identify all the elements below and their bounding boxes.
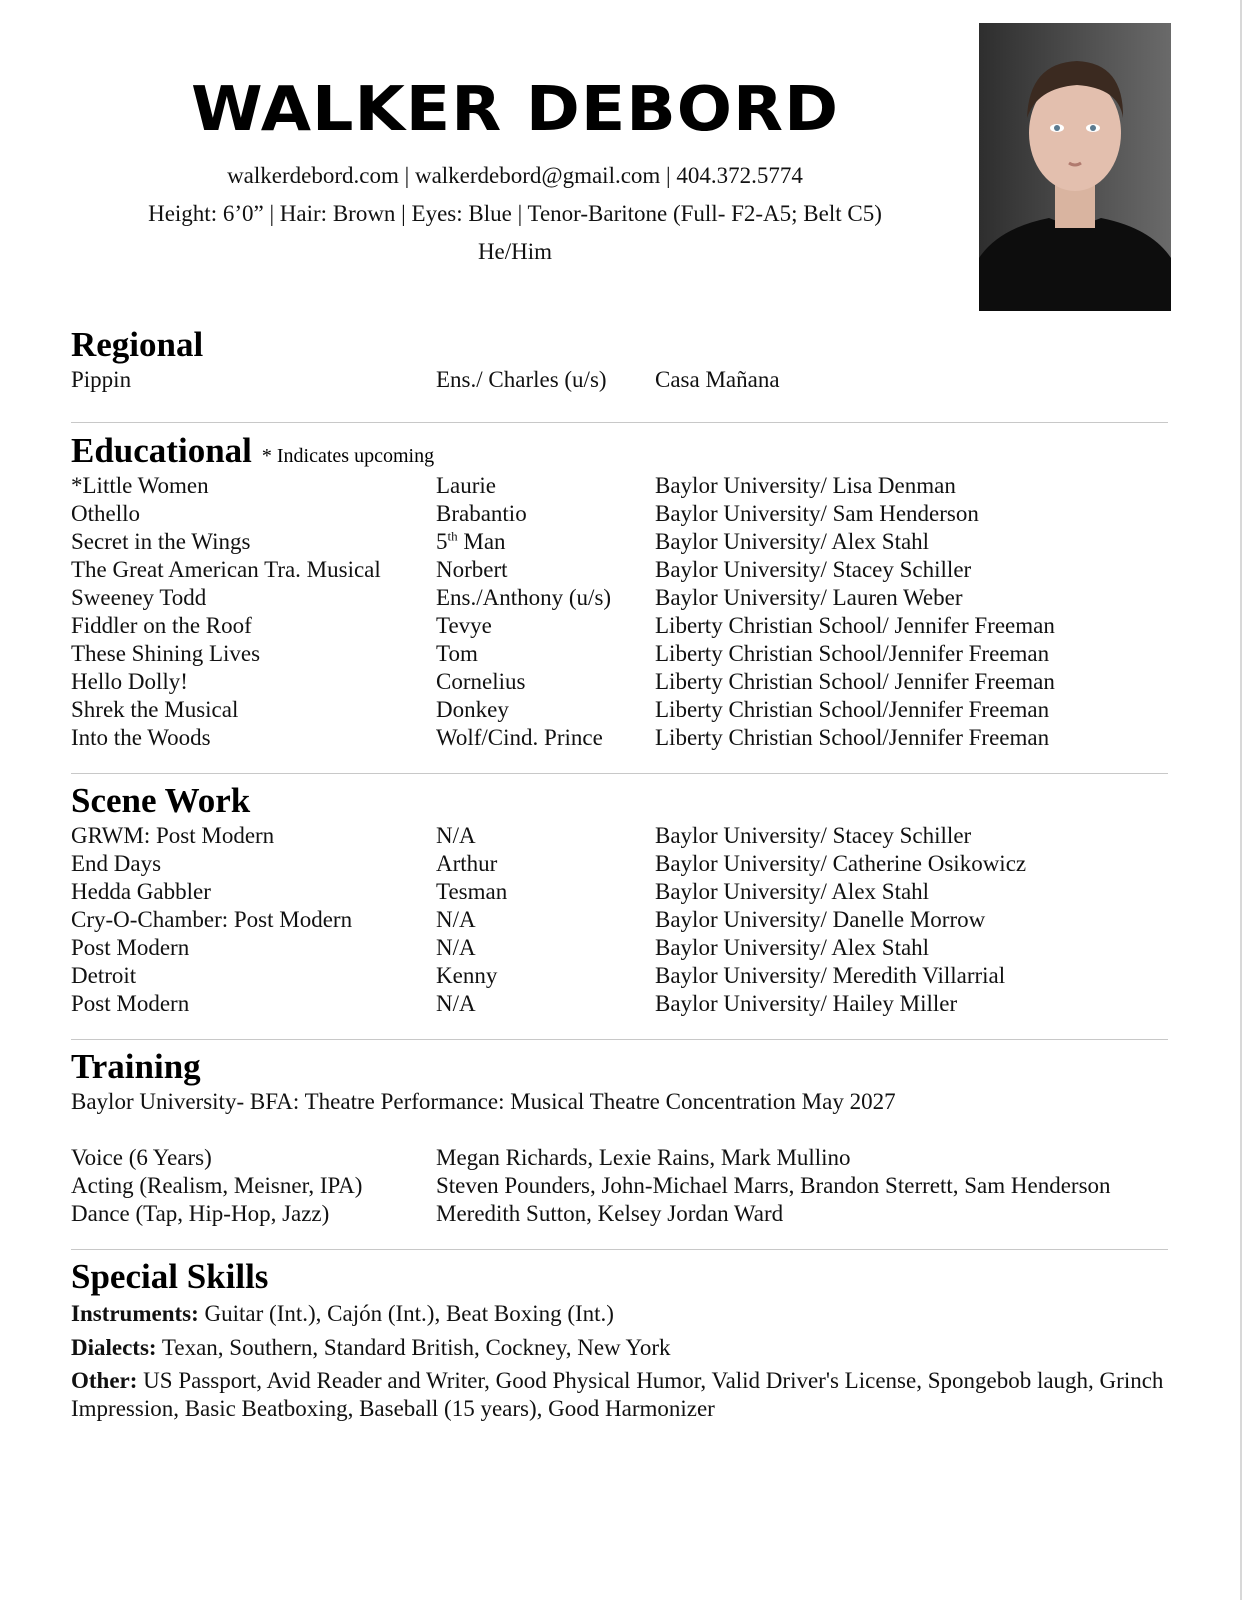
venue-director: Liberty Christian School/Jennifer Freeman <box>655 697 1050 722</box>
role: Brabantio <box>436 501 527 526</box>
venue-director: Liberty Christian School/Jennifer Freeman <box>655 725 1050 750</box>
table-row <box>71 1172 1171 1200</box>
table-row <box>71 1144 1171 1172</box>
degree-line: Baylor University- BFA: Theatre Performance: Musical Theatre Concentration May 2027 <box>71 1089 896 1114</box>
role: N/A <box>436 991 476 1016</box>
role: Cornelius <box>436 669 526 694</box>
name-heading: WALKER DEBORD <box>190 73 840 146</box>
pronouns: He/Him <box>477 239 553 264</box>
role-ordinal-suffix: th <box>447 528 458 544</box>
section-divider <box>71 773 1168 774</box>
venue-director: Casa Mañana <box>655 367 780 392</box>
table-row <box>71 612 1171 640</box>
stats-line: Height: 6’0” | Hair: Brown | Eyes: Blue | Tenor-Baritone (Full- F2-A5; Belt C5) <box>148 201 882 226</box>
show-title: Detroit <box>71 963 137 988</box>
show-title: End Days <box>71 851 162 876</box>
skills-value: US Passport, Avid Reader and Writer, Good Physical Humor, Valid Driver's License, Spongebob laugh, Grinch Impression, Basic Beatboxing, Baseball (15 years), Good Harmonizer <box>71 1368 1164 1421</box>
table-row <box>71 366 1171 394</box>
section-divider <box>71 422 1168 423</box>
section-title-special-skills: Special Skills <box>71 1257 269 1296</box>
table-row <box>71 878 1171 906</box>
venue-director: Baylor University/ Hailey Miller <box>655 991 958 1016</box>
venue-director: Liberty Christian School/ Jennifer Freeman <box>655 669 1055 694</box>
role: Ens./Anthony (u/s) <box>436 585 612 610</box>
upcoming-note: * Indicates upcoming <box>261 445 435 467</box>
skills-label: Dialects: <box>71 1335 157 1360</box>
training-subject: Dance (Tap, Hip-Hop, Jazz) <box>71 1201 330 1226</box>
section-title-scene-work: Scene Work <box>71 781 251 820</box>
table-row <box>71 696 1171 724</box>
show-title: Pippin <box>71 367 132 392</box>
section-divider <box>71 1039 1168 1040</box>
table-row <box>71 990 1171 1018</box>
training-subject: Voice (6 Years) <box>71 1145 212 1170</box>
headshot-illustration <box>979 23 1171 311</box>
show-title: Hedda Gabbler <box>71 879 211 904</box>
skills-value: Texan, Southern, Standard British, Cockney, New York <box>161 1335 671 1360</box>
role: Wolf/Cind. Prince <box>436 725 603 750</box>
venue-director: Baylor University/ Danelle Morrow <box>655 907 986 932</box>
training-teachers: Meredith Sutton, Kelsey Jordan Ward <box>436 1201 784 1226</box>
venue-director: Liberty Christian School/Jennifer Freeman <box>655 641 1050 666</box>
show-title: Secret in the Wings <box>71 529 251 554</box>
role: Tom <box>436 641 478 666</box>
training-subject: Acting (Realism, Meisner, IPA) <box>71 1173 363 1198</box>
show-title: Fiddler on the Roof <box>71 613 252 638</box>
show-title: Into the Woods <box>71 725 211 750</box>
show-title: Cry-O-Chamber: Post Modern <box>71 907 353 932</box>
table-row <box>71 668 1171 696</box>
venue-director: Baylor University/ Lisa Denman <box>655 473 956 498</box>
role: N/A <box>436 935 476 960</box>
skills-label: Other: <box>71 1368 138 1393</box>
role-number: 5 <box>436 529 448 554</box>
role: Tevye <box>436 613 492 638</box>
section-divider <box>71 1249 1168 1250</box>
table-row <box>71 822 1171 850</box>
show-title: The Great American Tra. Musical <box>71 557 381 582</box>
show-title: These Shining Lives <box>71 641 261 666</box>
role: Norbert <box>436 557 508 582</box>
table-row <box>71 528 1171 556</box>
role <box>436 528 506 556</box>
venue-director: Baylor University/ Alex Stahl <box>655 529 930 554</box>
role: Kenny <box>436 963 498 988</box>
show-title: Shrek the Musical <box>71 697 239 722</box>
show-title: Post Modern <box>71 935 190 960</box>
venue-director: Liberty Christian School/ Jennifer Freeman <box>655 613 1055 638</box>
venue-director: Baylor University/ Catherine Osikowicz <box>655 851 1027 876</box>
venue-director: Baylor University/ Meredith Villarrial <box>655 963 1006 988</box>
skills-other <box>71 1367 1171 1423</box>
headshot-photo <box>979 23 1171 311</box>
table-row <box>71 962 1171 990</box>
venue-director: Baylor University/ Alex Stahl <box>655 935 930 960</box>
skills-value: Guitar (Int.), Cajón (Int.), Beat Boxing (Int.) <box>204 1301 614 1326</box>
show-title: Post Modern <box>71 991 190 1016</box>
section-title-text: Educational <box>71 431 252 470</box>
role: Arthur <box>436 851 498 876</box>
venue-director: Baylor University/ Lauren Weber <box>655 585 963 610</box>
venue-director: Baylor University/ Stacey Schiller <box>655 557 972 582</box>
table-row <box>71 1200 1171 1228</box>
table-row <box>71 640 1171 668</box>
skills-label: Instruments: <box>71 1301 199 1326</box>
role: Laurie <box>436 473 497 498</box>
training-teachers: Steven Pounders, John-Michael Marrs, Brandon Sterrett, Sam Henderson <box>436 1173 1111 1198</box>
role: Ens./ Charles (u/s) <box>436 367 607 392</box>
role: N/A <box>436 823 476 848</box>
venue-director: Baylor University/ Stacey Schiller <box>655 823 972 848</box>
skills-dialects <box>71 1334 1171 1362</box>
show-title: Hello Dolly! <box>71 669 188 694</box>
role-rest: Man <box>457 529 506 554</box>
table-row <box>71 472 1171 500</box>
table-row <box>71 724 1171 752</box>
role: N/A <box>436 907 476 932</box>
show-title: Othello <box>71 501 140 526</box>
section-title-educational <box>71 431 434 476</box>
venue-director: Baylor University/ Alex Stahl <box>655 879 930 904</box>
skills-instruments <box>71 1300 1171 1328</box>
table-row <box>71 584 1171 612</box>
role: Tesman <box>436 879 508 904</box>
table-row <box>71 934 1171 962</box>
role: Donkey <box>436 697 509 722</box>
contact-line: walkerdebord.com | walkerdebord@gmail.com | 404.372.5774 <box>227 163 803 188</box>
show-title: GRWM: Post Modern <box>71 823 275 848</box>
training-teachers: Megan Richards, Lexie Rains, Mark Mullino <box>436 1145 851 1170</box>
table-row <box>71 556 1171 584</box>
venue-director: Baylor University/ Sam Henderson <box>655 501 979 526</box>
section-title-regional: Regional <box>71 325 204 364</box>
table-row <box>71 500 1171 528</box>
show-title: Sweeney Todd <box>71 585 207 610</box>
section-title-training: Training <box>71 1047 201 1086</box>
table-row <box>71 906 1171 934</box>
table-row <box>71 850 1171 878</box>
show-title: *Little Women <box>71 473 209 498</box>
